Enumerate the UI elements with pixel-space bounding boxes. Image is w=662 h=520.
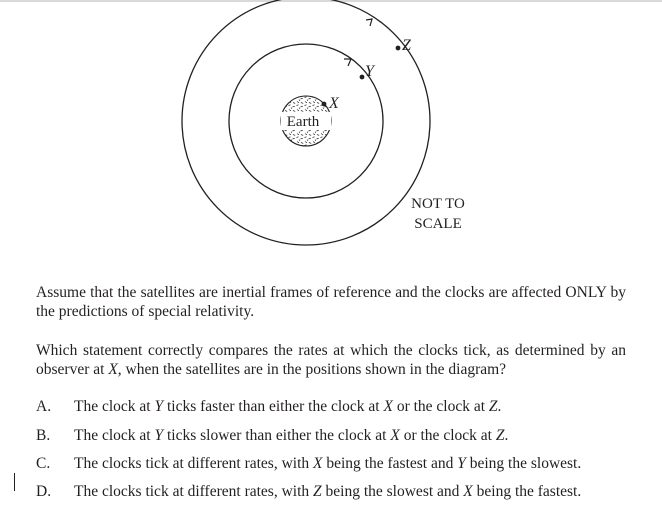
- option-variable: Y: [154, 427, 164, 444]
- option-text-part: being the fastest and: [322, 455, 458, 472]
- option-variable: Y: [154, 398, 164, 415]
- option-text: [74, 482, 581, 502]
- option-text-part: .: [497, 398, 502, 415]
- option-a[interactable]: [0, 397, 640, 417]
- option-text-part: The clocks tick at different rates, with: [74, 455, 314, 472]
- option-text-part: The clock at: [74, 427, 155, 444]
- option-variable: Z: [495, 427, 505, 444]
- option-letter: B.: [36, 427, 51, 444]
- option-d[interactable]: [0, 482, 640, 502]
- option-variable: Z: [488, 398, 498, 415]
- satellite-z-label: Z: [402, 37, 411, 54]
- option-text-part: The clock at: [74, 398, 155, 415]
- question-stem-after: , when the satellites are in the positions shown in the diagram?: [117, 361, 507, 378]
- satellite-z-dot: [396, 46, 401, 51]
- satellite-y-dot: [360, 75, 365, 80]
- inner-orbit-direction-arrow: [344, 59, 351, 66]
- option-text: [74, 454, 581, 474]
- option-b[interactable]: [0, 426, 640, 446]
- option-text-part: The clocks tick at different rates, with: [74, 483, 314, 500]
- option-variable: X: [383, 398, 393, 415]
- option-variable: Z: [313, 483, 322, 500]
- option-text-part: being the fastest.: [472, 483, 582, 500]
- satellite-y-label: Y: [365, 63, 374, 80]
- scale-note-line2: SCALE: [414, 216, 462, 232]
- question-stem-before: Which statement correctly compares the rates at which the clocks tick, as determined by an observer at: [36, 342, 626, 378]
- option-letter: D.: [36, 483, 52, 500]
- option-text: [74, 426, 508, 446]
- option-variable: X: [390, 427, 400, 444]
- scale-note-line1: NOT TO: [411, 196, 465, 212]
- satellite-x-label: X: [329, 95, 339, 112]
- text-cursor: [14, 473, 15, 491]
- earth-label: Earth: [286, 114, 320, 130]
- option-text-part: ticks slower than either the clock at: [163, 427, 391, 444]
- option-text-part: .: [504, 427, 509, 444]
- option-variable: Y: [457, 455, 466, 472]
- option-text-part: or the clock at: [392, 398, 489, 415]
- option-text-part: or the clock at: [399, 427, 496, 444]
- option-letter: A.: [36, 398, 52, 415]
- question-context: Assume that the satellites are inertial frames of reference and the clocks are affected ONLY by the predictions of special relativity.: [36, 284, 626, 320]
- option-c[interactable]: [0, 454, 640, 474]
- option-text: [74, 397, 501, 417]
- option-variable: X: [313, 455, 323, 472]
- outer-orbit-direction-arrow: [366, 19, 372, 26]
- option-text-part: being the slowest and: [321, 483, 464, 500]
- satellite-x-dot: [322, 102, 327, 107]
- option-text-part: being the slowest.: [465, 455, 582, 472]
- option-variable: X: [463, 483, 473, 500]
- question-stem-observer: X: [108, 361, 118, 378]
- option-text-part: ticks faster than either the clock at: [163, 398, 384, 415]
- option-letter: C.: [36, 455, 51, 472]
- question-stem: [36, 341, 626, 379]
